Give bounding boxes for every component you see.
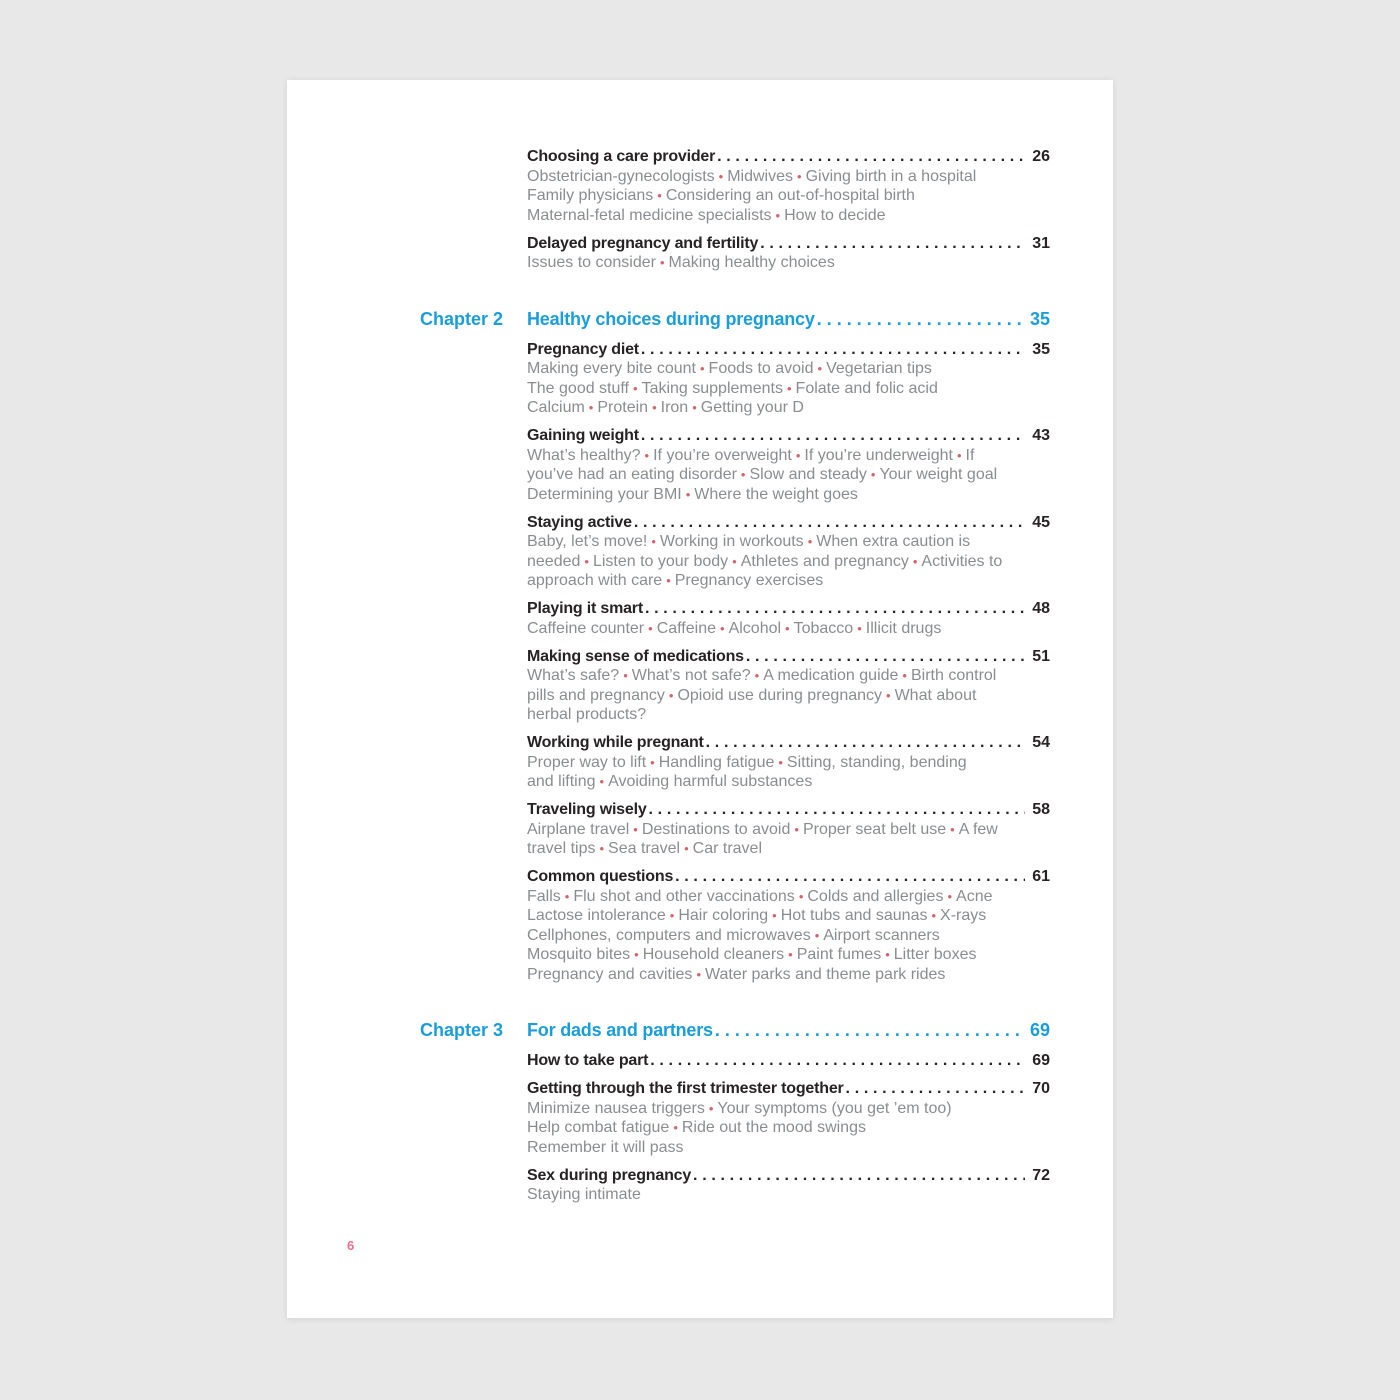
section-title: Delayed pregnancy and fertility <box>527 234 759 252</box>
subtopic: Athletes and pregnancy <box>740 552 909 570</box>
subtopic: Paint fumes <box>796 946 882 963</box>
subtopic: How to decide <box>784 206 886 224</box>
entry-page-number: 69 <box>1029 1020 1050 1040</box>
subtopic: Colds and allergies <box>807 887 944 905</box>
section-title: How to take part <box>527 1052 649 1069</box>
subtopic-line <box>527 359 1050 379</box>
subtopic: Minimize nausea triggers <box>527 1099 705 1117</box>
subtopic: Calcium <box>527 399 585 416</box>
subtopic: Getting your D <box>700 399 804 416</box>
bullet-separator-icon: • <box>599 774 605 789</box>
subtopic: Ride out the mood swings <box>681 1119 866 1136</box>
subtopic-line <box>527 167 1050 187</box>
bullet-separator-icon: • <box>692 400 697 415</box>
bullet-separator-icon: • <box>633 821 638 837</box>
chapter-label: Chapter 3 <box>420 1020 504 1040</box>
bullet-separator-icon: • <box>599 841 605 856</box>
subtopic: Making healthy choices <box>668 254 835 271</box>
subtopic: pills and pregnancy <box>527 686 665 704</box>
subtopic: travel tips <box>527 840 596 857</box>
bullet-separator-icon: • <box>950 821 955 837</box>
subtopic: What’s safe? <box>527 667 620 684</box>
subtopic: Pregnancy exercises <box>674 572 824 589</box>
subtopic: Hair coloring <box>678 907 769 924</box>
subtopic-line <box>527 253 1050 273</box>
dot-leader <box>844 1079 1026 1099</box>
section-title: Playing it smart <box>527 600 643 617</box>
bullet-separator-icon: • <box>564 888 570 904</box>
subtopic: If you’re overweight <box>653 446 792 464</box>
entry-page-number: 54 <box>1032 734 1050 751</box>
bullet-separator-icon: • <box>795 447 801 463</box>
chapter-entry <box>420 308 1050 330</box>
bullet-separator-icon: • <box>634 947 639 962</box>
bullet-separator-icon: • <box>685 486 691 502</box>
bullet-separator-icon: • <box>699 361 705 376</box>
subtopic: The good stuff <box>527 379 629 397</box>
subtopic: needed <box>527 552 581 570</box>
bullet-separator-icon: • <box>857 620 862 636</box>
subtopic-line <box>527 379 1050 399</box>
subtopic: Help combat fatigue <box>527 1119 670 1136</box>
section-row <box>527 733 1050 753</box>
section-title: Choosing a care provider <box>527 148 716 165</box>
subtopic: Avoiding harmful substances <box>608 773 813 790</box>
subtopic-line <box>527 666 1050 686</box>
bullet-separator-icon: • <box>870 467 876 482</box>
toc-section <box>527 426 1050 504</box>
section-title: Getting through the first trimester together <box>527 1080 844 1097</box>
section-title: Staying active <box>527 513 632 531</box>
bullet-separator-icon: • <box>588 400 594 415</box>
subtopic-line <box>527 1138 1050 1158</box>
subtopic: Tobacco <box>793 619 854 637</box>
toc-section <box>527 867 1050 984</box>
entry-page-number: 61 <box>1032 868 1050 885</box>
subtopic: Your weight goal <box>879 466 998 483</box>
subtopic: Acne <box>956 887 993 905</box>
subtopic: Falls <box>527 887 561 905</box>
toc-section <box>527 234 1050 273</box>
subtopic: Airport scanners <box>823 926 940 944</box>
subtopic-line <box>527 619 1050 639</box>
section-row <box>527 867 1050 887</box>
subtopic-line <box>527 686 1050 706</box>
dot-leader <box>643 599 1025 619</box>
subtopic: Listen to your body <box>592 552 729 570</box>
dot-leader <box>758 234 1025 254</box>
subtopic: Iron <box>660 399 689 416</box>
section-title: Pregnancy diet <box>527 340 639 358</box>
toc-section <box>527 800 1050 859</box>
dot-leader <box>815 308 1023 330</box>
subtopic: Maternal-fetal medicine specialists <box>527 206 772 224</box>
subtopic: Alcohol <box>728 619 782 637</box>
subtopic: Baby, let’s move! <box>527 533 648 550</box>
dot-leader <box>639 340 1025 360</box>
chapter-row <box>527 1019 1050 1041</box>
chapter-title: Healthy choices during pregnancy <box>527 308 815 329</box>
toc-section <box>527 1051 1050 1071</box>
bullet-separator-icon: • <box>817 361 823 376</box>
bullet-separator-icon: • <box>684 841 689 856</box>
bullet-separator-icon: • <box>650 754 655 770</box>
subtopic: What about <box>894 686 977 704</box>
entry-page-number: 70 <box>1032 1080 1050 1097</box>
subtopic: Destinations to avoid <box>641 820 791 838</box>
section-title: Common questions <box>527 868 674 885</box>
subtopic: Midwives <box>727 167 793 185</box>
dot-leader <box>647 800 1026 820</box>
subtopic-line <box>527 753 1050 773</box>
subtopic: A medication guide <box>763 667 899 684</box>
subtopic: Proper way to lift <box>527 753 647 771</box>
subtopic: Illicit drugs <box>865 619 942 637</box>
section-title: Gaining weight <box>527 427 639 444</box>
toc-section <box>527 1079 1050 1157</box>
subtopic: Hot tubs and saunas <box>780 907 928 924</box>
subtopic: What’s not safe? <box>631 667 751 684</box>
subtopic: Folate and folic acid <box>795 379 938 397</box>
subtopic: Remember it will pass <box>527 1138 684 1156</box>
entry-page-number: 43 <box>1032 427 1050 444</box>
subtopic-line <box>527 705 1050 725</box>
subtopic: Household cleaners <box>642 946 785 963</box>
bullet-separator-icon: • <box>807 534 813 549</box>
section-row <box>527 426 1050 446</box>
subtopic-line <box>527 552 1050 572</box>
subtopic-line <box>527 1185 1050 1205</box>
bullet-separator-icon: • <box>720 620 725 636</box>
bullet-separator-icon: • <box>696 966 701 982</box>
bullet-separator-icon: • <box>732 553 737 569</box>
entry-page-number: 35 <box>1032 340 1050 358</box>
bullet-separator-icon: • <box>885 947 890 962</box>
subtopic: approach with care <box>527 572 663 589</box>
subtopic-line <box>527 965 1050 985</box>
bullet-separator-icon: • <box>666 573 671 588</box>
subtopic: Caffeine <box>656 619 716 637</box>
section-row <box>527 513 1050 533</box>
subtopic-line <box>527 186 1050 206</box>
subtopic: herbal products? <box>527 706 647 723</box>
dot-leader <box>673 867 1025 887</box>
dot-leader <box>691 1166 1025 1186</box>
subtopic: you’ve had an eating disorder <box>527 466 737 483</box>
section-title: Making sense of medications <box>527 647 744 665</box>
book-page <box>287 80 1113 1318</box>
subtopic: Litter boxes <box>893 946 977 963</box>
subtopic: Slow and steady <box>749 466 867 483</box>
dot-leader <box>744 647 1025 667</box>
chapter-entry <box>420 1019 1050 1041</box>
subtopic: Activities to <box>921 552 1003 570</box>
bullet-separator-icon: • <box>902 668 907 683</box>
toc-section <box>527 147 1050 225</box>
bullet-separator-icon: • <box>931 908 937 923</box>
subtopic: Opioid use during pregnancy <box>677 686 883 704</box>
chapter-label: Chapter 2 <box>420 308 504 329</box>
entry-page-number: 58 <box>1032 801 1050 818</box>
subtopic: Making every bite count <box>527 360 696 377</box>
subtopic: What’s healthy? <box>527 446 641 464</box>
subtopic-line <box>527 945 1050 965</box>
section-title: Traveling wisely <box>527 801 647 818</box>
subtopic: Working in workouts <box>659 533 804 550</box>
chapter-row <box>527 308 1050 330</box>
subtopic-line <box>527 465 1050 485</box>
toc-section <box>527 513 1050 591</box>
entry-page-number: 31 <box>1032 234 1050 252</box>
subtopic-line <box>527 906 1050 926</box>
section-row <box>527 1166 1050 1186</box>
subtopic: If you’re underweight <box>804 446 953 464</box>
subtopic-line <box>527 398 1050 418</box>
subtopic: Foods to avoid <box>708 360 814 377</box>
bullet-separator-icon: • <box>785 620 790 636</box>
section-row <box>527 234 1050 254</box>
subtopic: Caffeine counter <box>527 619 645 637</box>
toc-section <box>527 1166 1050 1205</box>
entry-page-number: 72 <box>1032 1166 1050 1184</box>
bullet-separator-icon: • <box>659 255 665 270</box>
subtopic-line <box>527 887 1050 907</box>
subtopic: Determining your BMI <box>527 485 682 503</box>
subtopic-line <box>527 446 1050 466</box>
subtopic: Where the weight goes <box>694 485 858 503</box>
dot-leader <box>648 1051 1025 1071</box>
subtopic: Taking supplements <box>641 379 783 397</box>
subtopic: If <box>965 446 975 464</box>
subtopic: and lifting <box>527 773 596 790</box>
section-row <box>527 599 1050 619</box>
subtopic: A few <box>958 820 998 838</box>
section-title: Working while pregnant <box>527 734 704 751</box>
dot-leader <box>639 426 1025 446</box>
entry-page-number: 45 <box>1032 513 1050 531</box>
subtopic: Considering an out-of-hospital birth <box>665 187 915 204</box>
dot-leader <box>715 147 1025 167</box>
subtopic: When extra caution is <box>816 533 971 550</box>
bullet-separator-icon: • <box>772 908 777 923</box>
subtopic: Protein <box>597 399 649 416</box>
toc-section <box>527 647 1050 725</box>
subtopic-line <box>527 820 1050 840</box>
subtopic: Lactose intolerance <box>527 907 666 924</box>
bullet-separator-icon: • <box>794 821 799 837</box>
bullet-separator-icon: • <box>648 620 653 636</box>
subtopic: Your symptoms (you get ’em too) <box>717 1099 952 1117</box>
bullet-separator-icon: • <box>912 553 918 569</box>
bullet-separator-icon: • <box>798 888 804 904</box>
bullet-separator-icon: • <box>775 207 781 223</box>
subtopic: Birth control <box>910 667 997 684</box>
subtopic: Mosquito bites <box>527 946 631 963</box>
subtopic-line <box>527 485 1050 505</box>
toc-section <box>527 599 1050 638</box>
toc-list <box>420 80 1050 1205</box>
chapter-title: For dads and partners <box>527 1020 713 1040</box>
entry-page-number: 26 <box>1032 148 1050 165</box>
subtopic: X-rays <box>940 907 987 924</box>
subtopic: Cellphones, computers and microwaves <box>527 926 811 944</box>
entry-page-number: 51 <box>1032 647 1050 665</box>
subtopic-line <box>527 926 1050 946</box>
section-row <box>527 1051 1050 1071</box>
bullet-separator-icon: • <box>668 687 674 703</box>
entry-page-number: 69 <box>1032 1052 1050 1069</box>
bullet-separator-icon: • <box>797 168 802 184</box>
entry-page-number: 35 <box>1029 308 1050 329</box>
subtopic: Family physicians <box>527 187 654 204</box>
bullet-separator-icon: • <box>651 534 656 549</box>
dot-leader <box>632 513 1025 533</box>
page-folio: 6 <box>347 1238 355 1253</box>
section-row <box>527 147 1050 167</box>
bullet-separator-icon: • <box>652 400 657 415</box>
section-row <box>527 340 1050 360</box>
dot-leader <box>704 733 1026 753</box>
subtopic-line <box>527 1118 1050 1138</box>
subtopic-line <box>527 571 1050 591</box>
bullet-separator-icon: • <box>754 668 760 683</box>
subtopic-line <box>527 206 1050 226</box>
subtopic-line <box>527 772 1050 792</box>
bullet-separator-icon: • <box>788 947 793 962</box>
bullet-separator-icon: • <box>786 380 792 396</box>
subtopic: Obstetrician-gynecologists <box>527 167 715 185</box>
bullet-separator-icon: • <box>644 447 650 463</box>
bullet-separator-icon: • <box>956 447 962 463</box>
bullet-separator-icon: • <box>623 668 628 683</box>
subtopic: Airplane travel <box>527 820 630 838</box>
subtopic: Pregnancy and cavities <box>527 965 693 983</box>
subtopic: Vegetarian tips <box>826 360 932 377</box>
section-row <box>527 647 1050 667</box>
subtopic-line <box>527 839 1050 859</box>
bullet-separator-icon: • <box>633 380 638 396</box>
entry-page-number: 48 <box>1032 600 1050 617</box>
subtopic: Staying intimate <box>527 1186 641 1203</box>
section-row <box>527 1079 1050 1099</box>
bullet-separator-icon: • <box>947 888 953 904</box>
bullet-separator-icon: • <box>673 1120 678 1135</box>
section-title: Sex during pregnancy <box>527 1166 692 1184</box>
subtopic: Flu shot and other vaccinations <box>573 887 795 905</box>
dot-leader <box>713 1019 1023 1041</box>
bullet-separator-icon: • <box>669 908 675 923</box>
subtopic: Giving birth in a hospital <box>805 167 977 185</box>
bullet-separator-icon: • <box>584 553 589 569</box>
bullet-separator-icon: • <box>778 754 783 770</box>
bullet-separator-icon: • <box>718 168 724 184</box>
subtopic-line <box>527 1099 1050 1119</box>
subtopic: Car travel <box>692 840 762 857</box>
bullet-separator-icon: • <box>708 1100 714 1116</box>
subtopic: Sitting, standing, bending <box>786 753 967 771</box>
subtopic: Handling fatigue <box>658 753 775 771</box>
bullet-separator-icon: • <box>657 188 662 203</box>
bullet-separator-icon: • <box>814 927 820 943</box>
subtopic-line <box>527 532 1050 552</box>
subtopic: Proper seat belt use <box>802 820 947 838</box>
subtopic: Issues to consider <box>527 254 656 271</box>
bullet-separator-icon: • <box>740 467 746 482</box>
toc-section <box>527 340 1050 418</box>
bullet-separator-icon: • <box>886 687 891 703</box>
subtopic: Sea travel <box>608 840 681 857</box>
section-row <box>527 800 1050 820</box>
toc-section <box>527 733 1050 792</box>
subtopic: Water parks and theme park rides <box>705 965 946 983</box>
